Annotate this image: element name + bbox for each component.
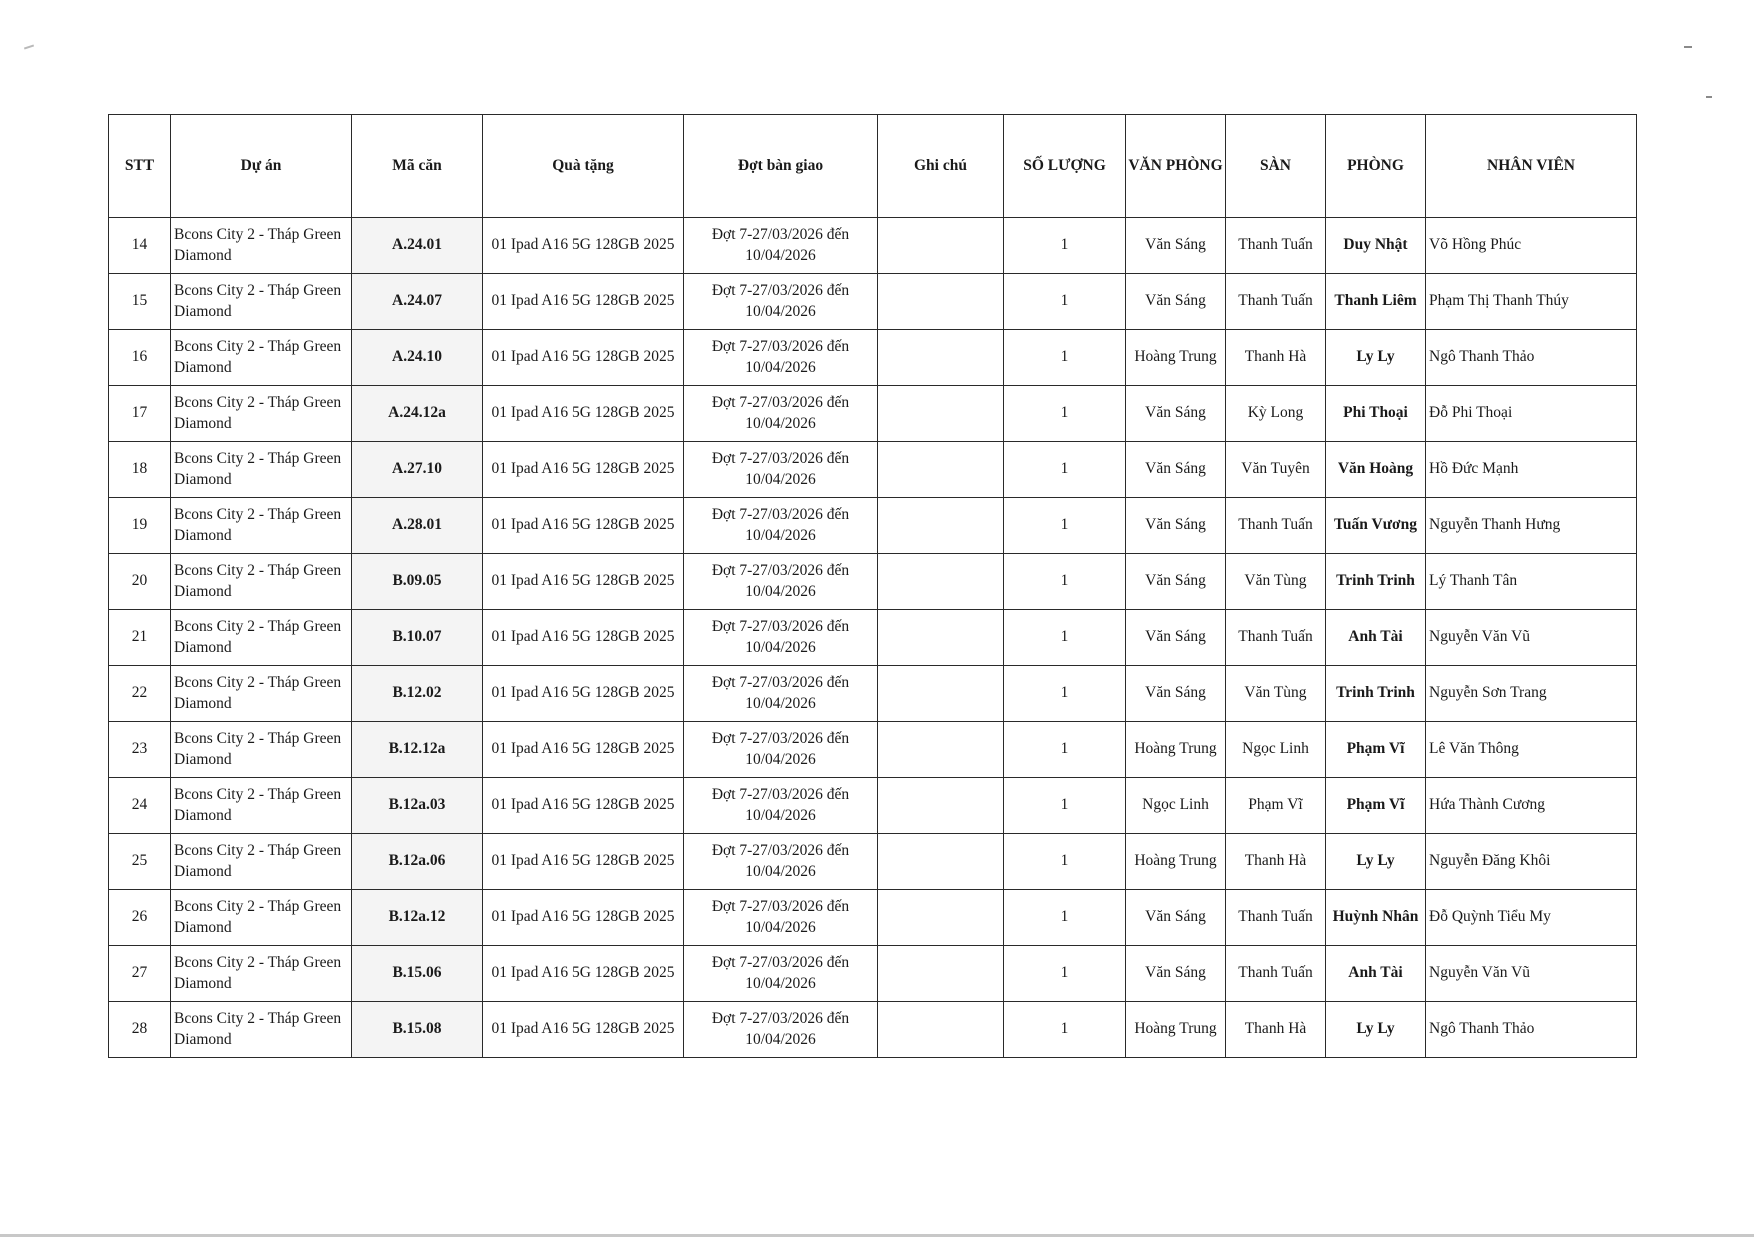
- cell-van-phong: Hoàng Trung: [1126, 834, 1226, 890]
- cell-so-luong: 1: [1004, 946, 1126, 1002]
- cell-du-an: Bcons City 2 - Tháp Green Diamond: [171, 722, 352, 778]
- cell-nhan-vien: Đỗ Phi Thoại: [1426, 386, 1637, 442]
- cell-nhan-vien: Nguyễn Đăng Khôi: [1426, 834, 1637, 890]
- header-san: SÀN: [1226, 115, 1326, 218]
- header-phong: PHÒNG: [1326, 115, 1426, 218]
- cell-nhan-vien: Võ Hồng Phúc: [1426, 218, 1637, 274]
- cell-phong: Duy Nhật: [1326, 218, 1426, 274]
- cell-qua-tang: 01 Ipad A16 5G 128GB 2025: [483, 778, 684, 834]
- cell-van-phong: Hoàng Trung: [1126, 330, 1226, 386]
- cell-du-an: Bcons City 2 - Tháp Green Diamond: [171, 1002, 352, 1058]
- cell-ghi-chu: [878, 1002, 1004, 1058]
- cell-san: Văn Tùng: [1226, 666, 1326, 722]
- cell-phong: Trinh Trinh: [1326, 666, 1426, 722]
- cell-van-phong: Hoàng Trung: [1126, 722, 1226, 778]
- cell-ghi-chu: [878, 218, 1004, 274]
- table-row: [109, 834, 1637, 890]
- cell-ghi-chu: [878, 666, 1004, 722]
- cell-du-an: Bcons City 2 - Tháp Green Diamond: [171, 442, 352, 498]
- handover-gift-table: [108, 114, 1637, 1058]
- cell-van-phong: Văn Sáng: [1126, 554, 1226, 610]
- cell-du-an: Bcons City 2 - Tháp Green Diamond: [171, 834, 352, 890]
- cell-so-luong: 1: [1004, 834, 1126, 890]
- cell-qua-tang: 01 Ipad A16 5G 128GB 2025: [483, 890, 684, 946]
- cell-san: Thanh Hà: [1226, 834, 1326, 890]
- cell-ghi-chu: [878, 330, 1004, 386]
- cell-dot-ban-giao: Đợt 7-27/03/2026 đến 10/04/2026: [684, 1002, 878, 1058]
- cell-ghi-chu: [878, 274, 1004, 330]
- table-row: [109, 1002, 1637, 1058]
- cell-phong: Thanh Liêm: [1326, 274, 1426, 330]
- cell-dot-ban-giao: Đợt 7-27/03/2026 đến 10/04/2026: [684, 834, 878, 890]
- cell-phong: Văn Hoàng: [1326, 442, 1426, 498]
- cell-ma-can: B.12.12a: [352, 722, 483, 778]
- cell-ghi-chu: [878, 946, 1004, 1002]
- cell-san: Thanh Tuấn: [1226, 274, 1326, 330]
- cell-so-luong: 1: [1004, 274, 1126, 330]
- cell-san: Thanh Tuấn: [1226, 946, 1326, 1002]
- cell-qua-tang: 01 Ipad A16 5G 128GB 2025: [483, 1002, 684, 1058]
- cell-ghi-chu: [878, 890, 1004, 946]
- table-row: [109, 722, 1637, 778]
- cell-van-phong: Văn Sáng: [1126, 666, 1226, 722]
- cell-van-phong: Văn Sáng: [1126, 890, 1226, 946]
- cell-phong: Anh Tài: [1326, 610, 1426, 666]
- cell-qua-tang: 01 Ipad A16 5G 128GB 2025: [483, 610, 684, 666]
- cell-dot-ban-giao: Đợt 7-27/03/2026 đến 10/04/2026: [684, 274, 878, 330]
- header-van-phong: VĂN PHÒNG: [1126, 115, 1226, 218]
- cell-stt: 27: [109, 946, 171, 1002]
- cell-dot-ban-giao: Đợt 7-27/03/2026 đến 10/04/2026: [684, 218, 878, 274]
- scan-mark: [1706, 96, 1712, 98]
- cell-nhan-vien: Ngô Thanh Thảo: [1426, 330, 1637, 386]
- cell-dot-ban-giao: Đợt 7-27/03/2026 đến 10/04/2026: [684, 554, 878, 610]
- cell-dot-ban-giao: Đợt 7-27/03/2026 đến 10/04/2026: [684, 498, 878, 554]
- cell-ma-can: A.24.01: [352, 218, 483, 274]
- cell-so-luong: 1: [1004, 554, 1126, 610]
- cell-nhan-vien: Lý Thanh Tân: [1426, 554, 1637, 610]
- table-row: [109, 666, 1637, 722]
- cell-stt: 24: [109, 778, 171, 834]
- cell-dot-ban-giao: Đợt 7-27/03/2026 đến 10/04/2026: [684, 386, 878, 442]
- cell-nhan-vien: Hứa Thành Cương: [1426, 778, 1637, 834]
- cell-so-luong: 1: [1004, 610, 1126, 666]
- cell-du-an: Bcons City 2 - Tháp Green Diamond: [171, 946, 352, 1002]
- table-row: [109, 890, 1637, 946]
- header-so-luong: SỐ LƯỢNG: [1004, 115, 1126, 218]
- table-row: [109, 946, 1637, 1002]
- table-row: [109, 778, 1637, 834]
- cell-qua-tang: 01 Ipad A16 5G 128GB 2025: [483, 330, 684, 386]
- cell-van-phong: Văn Sáng: [1126, 274, 1226, 330]
- cell-phong: Huỳnh Nhân: [1326, 890, 1426, 946]
- page-bottom-rule: [0, 1234, 1754, 1237]
- cell-dot-ban-giao: Đợt 7-27/03/2026 đến 10/04/2026: [684, 442, 878, 498]
- cell-ghi-chu: [878, 498, 1004, 554]
- cell-ghi-chu: [878, 722, 1004, 778]
- cell-stt: 16: [109, 330, 171, 386]
- cell-ma-can: B.15.08: [352, 1002, 483, 1058]
- cell-phong: Tuấn Vương: [1326, 498, 1426, 554]
- table-row: [109, 554, 1637, 610]
- cell-ma-can: B.12a.12: [352, 890, 483, 946]
- cell-phong: Phạm Vĩ: [1326, 722, 1426, 778]
- cell-dot-ban-giao: Đợt 7-27/03/2026 đến 10/04/2026: [684, 610, 878, 666]
- header-dot-ban-giao: Đợt bàn giao: [684, 115, 878, 218]
- cell-phong: Ly Ly: [1326, 834, 1426, 890]
- cell-so-luong: 1: [1004, 890, 1126, 946]
- cell-ma-can: B.12a.03: [352, 778, 483, 834]
- cell-so-luong: 1: [1004, 1002, 1126, 1058]
- cell-stt: 19: [109, 498, 171, 554]
- cell-san: Phạm Vĩ: [1226, 778, 1326, 834]
- cell-ma-can: B.12.02: [352, 666, 483, 722]
- cell-qua-tang: 01 Ipad A16 5G 128GB 2025: [483, 386, 684, 442]
- cell-nhan-vien: Lê Văn Thông: [1426, 722, 1637, 778]
- cell-du-an: Bcons City 2 - Tháp Green Diamond: [171, 218, 352, 274]
- cell-so-luong: 1: [1004, 498, 1126, 554]
- header-du-an: Dự án: [171, 115, 352, 218]
- cell-san: Thanh Tuấn: [1226, 218, 1326, 274]
- cell-so-luong: 1: [1004, 330, 1126, 386]
- cell-du-an: Bcons City 2 - Tháp Green Diamond: [171, 274, 352, 330]
- cell-du-an: Bcons City 2 - Tháp Green Diamond: [171, 666, 352, 722]
- cell-du-an: Bcons City 2 - Tháp Green Diamond: [171, 554, 352, 610]
- cell-stt: 17: [109, 386, 171, 442]
- table-body: [109, 218, 1637, 1058]
- cell-van-phong: Văn Sáng: [1126, 946, 1226, 1002]
- cell-van-phong: Văn Sáng: [1126, 386, 1226, 442]
- cell-stt: 28: [109, 1002, 171, 1058]
- cell-san: Ngọc Linh: [1226, 722, 1326, 778]
- cell-dot-ban-giao: Đợt 7-27/03/2026 đến 10/04/2026: [684, 946, 878, 1002]
- cell-van-phong: Văn Sáng: [1126, 610, 1226, 666]
- cell-van-phong: Văn Sáng: [1126, 442, 1226, 498]
- cell-ma-can: B.10.07: [352, 610, 483, 666]
- cell-du-an: Bcons City 2 - Tháp Green Diamond: [171, 386, 352, 442]
- cell-phong: Phi Thoại: [1326, 386, 1426, 442]
- cell-nhan-vien: Phạm Thị Thanh Thúy: [1426, 274, 1637, 330]
- cell-du-an: Bcons City 2 - Tháp Green Diamond: [171, 330, 352, 386]
- cell-san: Thanh Tuấn: [1226, 498, 1326, 554]
- cell-nhan-vien: Đỗ Quỳnh Tiểu My: [1426, 890, 1637, 946]
- cell-stt: 26: [109, 890, 171, 946]
- cell-nhan-vien: Nguyễn Sơn Trang: [1426, 666, 1637, 722]
- cell-van-phong: Hoàng Trung: [1126, 1002, 1226, 1058]
- cell-nhan-vien: Nguyễn Văn Vũ: [1426, 946, 1637, 1002]
- cell-dot-ban-giao: Đợt 7-27/03/2026 đến 10/04/2026: [684, 666, 878, 722]
- cell-phong: Trinh Trinh: [1326, 554, 1426, 610]
- cell-san: Văn Tuyên: [1226, 442, 1326, 498]
- cell-so-luong: 1: [1004, 722, 1126, 778]
- cell-nhan-vien: Hồ Đức Mạnh: [1426, 442, 1637, 498]
- cell-van-phong: Văn Sáng: [1126, 498, 1226, 554]
- cell-san: Văn Tùng: [1226, 554, 1326, 610]
- table-row: [109, 442, 1637, 498]
- cell-qua-tang: 01 Ipad A16 5G 128GB 2025: [483, 722, 684, 778]
- cell-ghi-chu: [878, 778, 1004, 834]
- cell-ma-can: B.09.05: [352, 554, 483, 610]
- cell-dot-ban-giao: Đợt 7-27/03/2026 đến 10/04/2026: [684, 778, 878, 834]
- cell-san: Thanh Tuấn: [1226, 890, 1326, 946]
- cell-ghi-chu: [878, 554, 1004, 610]
- table-row: [109, 330, 1637, 386]
- cell-so-luong: 1: [1004, 386, 1126, 442]
- cell-qua-tang: 01 Ipad A16 5G 128GB 2025: [483, 218, 684, 274]
- cell-van-phong: Ngọc Linh: [1126, 778, 1226, 834]
- cell-ghi-chu: [878, 442, 1004, 498]
- cell-stt: 20: [109, 554, 171, 610]
- cell-san: Thanh Tuấn: [1226, 610, 1326, 666]
- cell-qua-tang: 01 Ipad A16 5G 128GB 2025: [483, 498, 684, 554]
- cell-ma-can: A.24.07: [352, 274, 483, 330]
- table-row: [109, 610, 1637, 666]
- header-ma-can: Mã căn: [352, 115, 483, 218]
- table-row: [109, 498, 1637, 554]
- scan-mark: [24, 45, 34, 50]
- cell-so-luong: 1: [1004, 666, 1126, 722]
- cell-phong: Phạm Vĩ: [1326, 778, 1426, 834]
- cell-ghi-chu: [878, 834, 1004, 890]
- cell-stt: 21: [109, 610, 171, 666]
- cell-ma-can: B.12a.06: [352, 834, 483, 890]
- table-row: [109, 274, 1637, 330]
- cell-phong: Ly Ly: [1326, 1002, 1426, 1058]
- cell-ma-can: B.15.06: [352, 946, 483, 1002]
- cell-ma-can: A.28.01: [352, 498, 483, 554]
- header-nhan-vien: NHÂN VIÊN: [1426, 115, 1637, 218]
- cell-qua-tang: 01 Ipad A16 5G 128GB 2025: [483, 946, 684, 1002]
- cell-so-luong: 1: [1004, 442, 1126, 498]
- header-qua-tang: Quà tặng: [483, 115, 684, 218]
- cell-du-an: Bcons City 2 - Tháp Green Diamond: [171, 610, 352, 666]
- cell-du-an: Bcons City 2 - Tháp Green Diamond: [171, 778, 352, 834]
- cell-qua-tang: 01 Ipad A16 5G 128GB 2025: [483, 666, 684, 722]
- cell-ma-can: A.24.12a: [352, 386, 483, 442]
- table-header: [109, 115, 1637, 218]
- cell-dot-ban-giao: Đợt 7-27/03/2026 đến 10/04/2026: [684, 330, 878, 386]
- cell-nhan-vien: Nguyễn Văn Vũ: [1426, 610, 1637, 666]
- cell-stt: 25: [109, 834, 171, 890]
- cell-phong: Ly Ly: [1326, 330, 1426, 386]
- cell-stt: 15: [109, 274, 171, 330]
- cell-ma-can: A.24.10: [352, 330, 483, 386]
- cell-san: Thanh Hà: [1226, 1002, 1326, 1058]
- cell-stt: 14: [109, 218, 171, 274]
- header-row: [109, 115, 1637, 218]
- cell-du-an: Bcons City 2 - Tháp Green Diamond: [171, 498, 352, 554]
- cell-van-phong: Văn Sáng: [1126, 218, 1226, 274]
- table-row: [109, 386, 1637, 442]
- cell-ghi-chu: [878, 386, 1004, 442]
- cell-ma-can: A.27.10: [352, 442, 483, 498]
- cell-qua-tang: 01 Ipad A16 5G 128GB 2025: [483, 442, 684, 498]
- cell-qua-tang: 01 Ipad A16 5G 128GB 2025: [483, 554, 684, 610]
- cell-ghi-chu: [878, 610, 1004, 666]
- cell-du-an: Bcons City 2 - Tháp Green Diamond: [171, 890, 352, 946]
- cell-qua-tang: 01 Ipad A16 5G 128GB 2025: [483, 274, 684, 330]
- header-stt: STT: [109, 115, 171, 218]
- cell-so-luong: 1: [1004, 218, 1126, 274]
- cell-qua-tang: 01 Ipad A16 5G 128GB 2025: [483, 834, 684, 890]
- cell-phong: Anh Tài: [1326, 946, 1426, 1002]
- cell-dot-ban-giao: Đợt 7-27/03/2026 đến 10/04/2026: [684, 890, 878, 946]
- cell-stt: 23: [109, 722, 171, 778]
- cell-san: Thanh Hà: [1226, 330, 1326, 386]
- table-row: [109, 218, 1637, 274]
- cell-dot-ban-giao: Đợt 7-27/03/2026 đến 10/04/2026: [684, 722, 878, 778]
- cell-san: Kỳ Long: [1226, 386, 1326, 442]
- cell-stt: 22: [109, 666, 171, 722]
- cell-nhan-vien: Nguyễn Thanh Hưng: [1426, 498, 1637, 554]
- header-ghi-chu: Ghi chú: [878, 115, 1004, 218]
- scan-mark: [1684, 46, 1692, 48]
- cell-stt: 18: [109, 442, 171, 498]
- cell-nhan-vien: Ngô Thanh Thảo: [1426, 1002, 1637, 1058]
- cell-so-luong: 1: [1004, 778, 1126, 834]
